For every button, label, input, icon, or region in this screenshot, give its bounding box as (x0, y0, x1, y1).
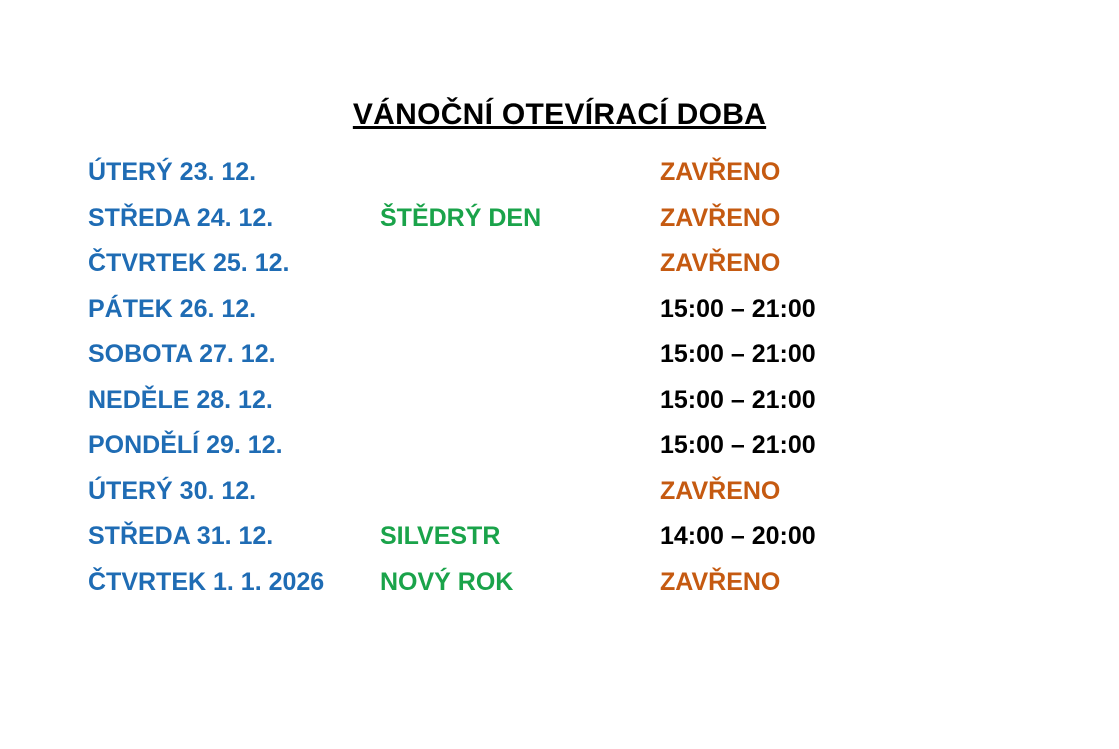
schedule-row (88, 340, 988, 386)
schedule-row-hours: 15:00 – 21:00 (660, 385, 816, 414)
schedule-row-day: ÚTERÝ 30. 12. (88, 476, 257, 505)
schedule-row (88, 204, 988, 250)
schedule-row-day: ČTVRTEK 25. 12. (88, 249, 290, 277)
schedule-row (88, 568, 988, 614)
schedule-row-day: ÚTERÝ 23. 12. (88, 158, 257, 186)
schedule-row-day: NEDĚLE 28. 12. (88, 385, 273, 414)
schedule-row-note: NOVÝ ROK (380, 567, 514, 596)
schedule-row-day: SOBOTA 27. 12. (88, 340, 276, 368)
schedule-row-hours: 14:00 – 20:00 (660, 522, 816, 550)
schedule-row-day: ČTVRTEK 1. 1. 2026 (88, 567, 325, 596)
schedule-row-closed-badge: ZAVŘENO (660, 567, 781, 596)
schedule-row (88, 158, 988, 204)
schedule-row-closed-badge: ZAVŘENO (660, 249, 781, 277)
page-title: VÁNOČNÍ OTEVÍRACÍ DOBA (352, 98, 767, 131)
schedule-row-day: STŘEDA 24. 12. (88, 203, 274, 232)
schedule-row-hours: 15:00 – 21:00 (660, 431, 816, 459)
schedule-row-day: STŘEDA 31. 12. (88, 522, 274, 550)
schedule-row-day: PONDĚLÍ 29. 12. (88, 431, 283, 459)
schedule-row (88, 431, 988, 477)
schedule-row-note: SILVESTR (380, 522, 501, 550)
schedule-row (88, 522, 988, 568)
schedule-row (88, 249, 988, 295)
schedule-row-day: PÁTEK 26. 12. (88, 294, 257, 323)
schedule-row-closed-badge: ZAVŘENO (660, 476, 781, 505)
schedule-row-hours: 15:00 – 21:00 (660, 340, 816, 368)
schedule-row-note: ŠTĚDRÝ DEN (380, 203, 542, 232)
schedule-row (88, 386, 988, 432)
schedule-row-closed-badge: ZAVŘENO (660, 158, 781, 186)
schedule-list (88, 158, 988, 613)
schedule-row (88, 477, 988, 523)
schedule-row-hours: 15:00 – 21:00 (660, 294, 816, 323)
schedule-row (88, 295, 988, 341)
schedule-row-closed-badge: ZAVŘENO (660, 203, 781, 232)
